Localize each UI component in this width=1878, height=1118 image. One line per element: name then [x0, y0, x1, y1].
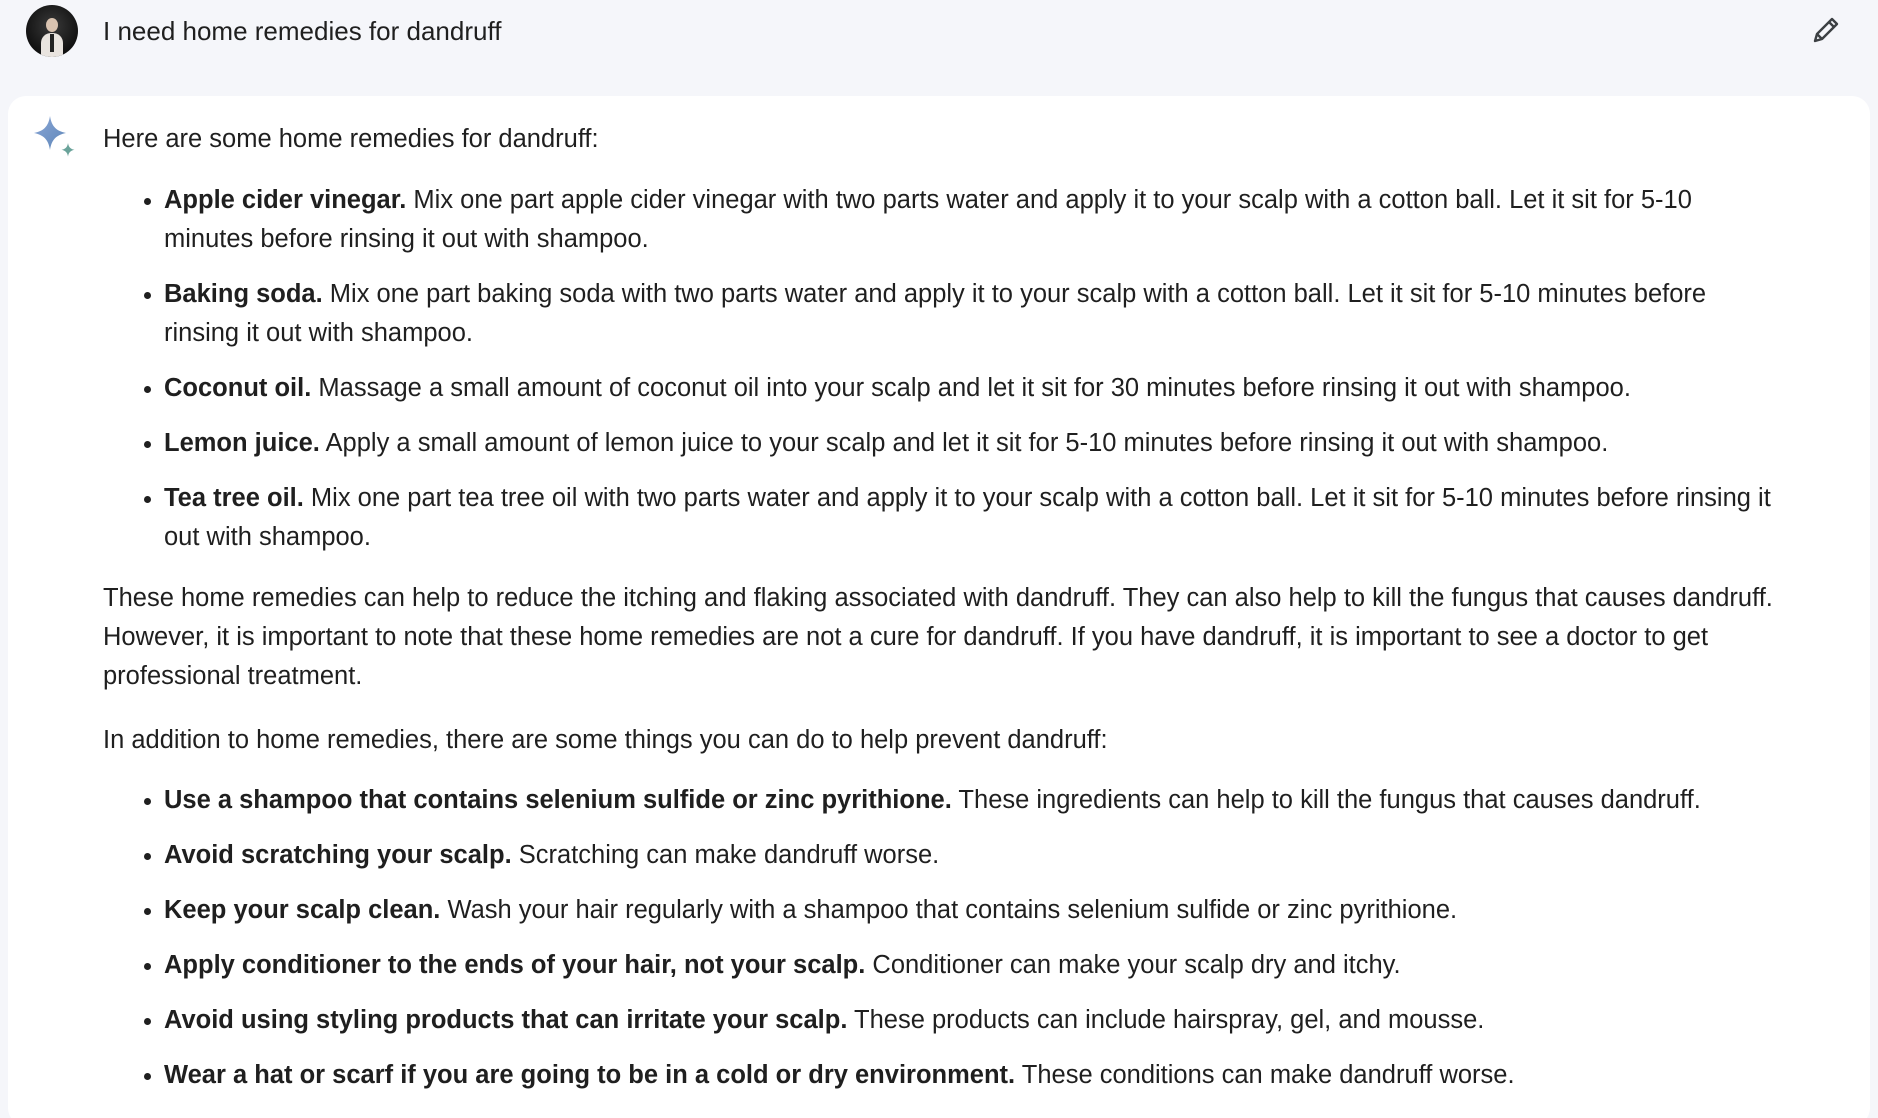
remedy-text: Mix one part apple cider vinegar with two parts water and apply it to your scalp with a cotton ball. Let it sit for 5-10 minutes before rinsing it out with shampoo.: [164, 186, 1692, 253]
remedy-title: Tea tree oil.: [164, 484, 304, 512]
list-item: [144, 181, 1783, 259]
list-item: [144, 369, 1783, 408]
user-prompt-row: [0, 0, 1878, 92]
list-item: [144, 946, 1783, 985]
list-item: [144, 781, 1783, 820]
response-paragraph-prevention-intro: In addition to home remedies, there are some things you can do to help prevent dandruff:: [103, 726, 1108, 754]
list-item: [144, 836, 1783, 875]
avatar-tie: [50, 34, 54, 52]
remedies-list: [103, 181, 1783, 557]
list-item: [144, 275, 1783, 353]
prevention-title: Keep your scalp clean.: [164, 896, 441, 924]
prevention-text: Conditioner can make your scalp dry and itchy.: [865, 951, 1401, 979]
user-prompt-text: I need home remedies for dandruff: [103, 16, 502, 46]
list-item: [144, 479, 1783, 557]
prevention-text: These products can include hairspray, gel, and mousse.: [847, 1006, 1485, 1034]
remedy-text: Mix one part baking soda with two parts water and apply it to your scalp with a cotton ball. Let it sit for 5-10 minutes before rinsing it out with shampoo.: [164, 280, 1707, 347]
edit-prompt-button[interactable]: [1806, 10, 1846, 50]
assistant-response-card: [8, 96, 1870, 1118]
response-paragraph-disclaimer: These home remedies can help to reduce the itching and flaking associated with dandruff. They can also help to kill the fungus that causes dandruff. However, it is important to note that these home remedies are not a cure for dandruff. If you have dandruff, it is important to see a doctor to get professional treatment.: [103, 584, 1773, 690]
prevention-title: Avoid using styling products that can irritate your scalp.: [164, 1006, 848, 1034]
remedy-title: Baking soda.: [164, 280, 323, 308]
pencil-icon: [1806, 10, 1846, 50]
prevention-title: Use a shampoo that contains selenium sulfide or zinc pyrithione.: [164, 786, 952, 814]
avatar-face: [46, 18, 58, 32]
response-intro: Here are some home remedies for dandruff:: [103, 125, 599, 153]
list-item: [144, 1056, 1783, 1095]
prevention-text: These conditions can make dandruff worse.: [1015, 1061, 1515, 1089]
remedy-title: Coconut oil.: [164, 374, 312, 402]
prevention-title: Apply conditioner to the ends of your hair, not your scalp.: [164, 951, 866, 979]
prevention-text: Wash your hair regularly with a shampoo that contains selenium sulfide or zinc pyrithione.: [440, 896, 1458, 924]
prevention-text: These ingredients can help to kill the fungus that causes dandruff.: [951, 786, 1701, 814]
prevention-list: [103, 781, 1783, 1095]
remedy-text: Mix one part tea tree oil with two parts water and apply it to your scalp with a cotton ball. Let it sit for 5-10 minutes before rinsing it out with shampoo.: [164, 484, 1771, 551]
prevention-title: Wear a hat or scarf if you are going to be in a cold or dry environment.: [164, 1061, 1016, 1089]
remedy-text: Apply a small amount of lemon juice to your scalp and let it sit for 5-10 minutes before rinsing it out with shampoo.: [319, 429, 1609, 457]
remedy-text: Massage a small amount of coconut oil into your scalp and let it sit for 30 minutes before rinsing it out with shampoo.: [311, 374, 1631, 402]
user-avatar[interactable]: [26, 5, 78, 57]
response-content: [103, 120, 1783, 1111]
prevention-title: Avoid scratching your scalp.: [164, 841, 512, 869]
remedy-title: Lemon juice.: [164, 429, 320, 457]
list-item: [144, 424, 1783, 463]
prevention-text: Scratching can make dandruff worse.: [511, 841, 940, 869]
list-item: [144, 891, 1783, 930]
list-item: [144, 1001, 1783, 1040]
remedy-title: Apple cider vinegar.: [164, 186, 407, 214]
sparkle-icon: [30, 114, 80, 164]
